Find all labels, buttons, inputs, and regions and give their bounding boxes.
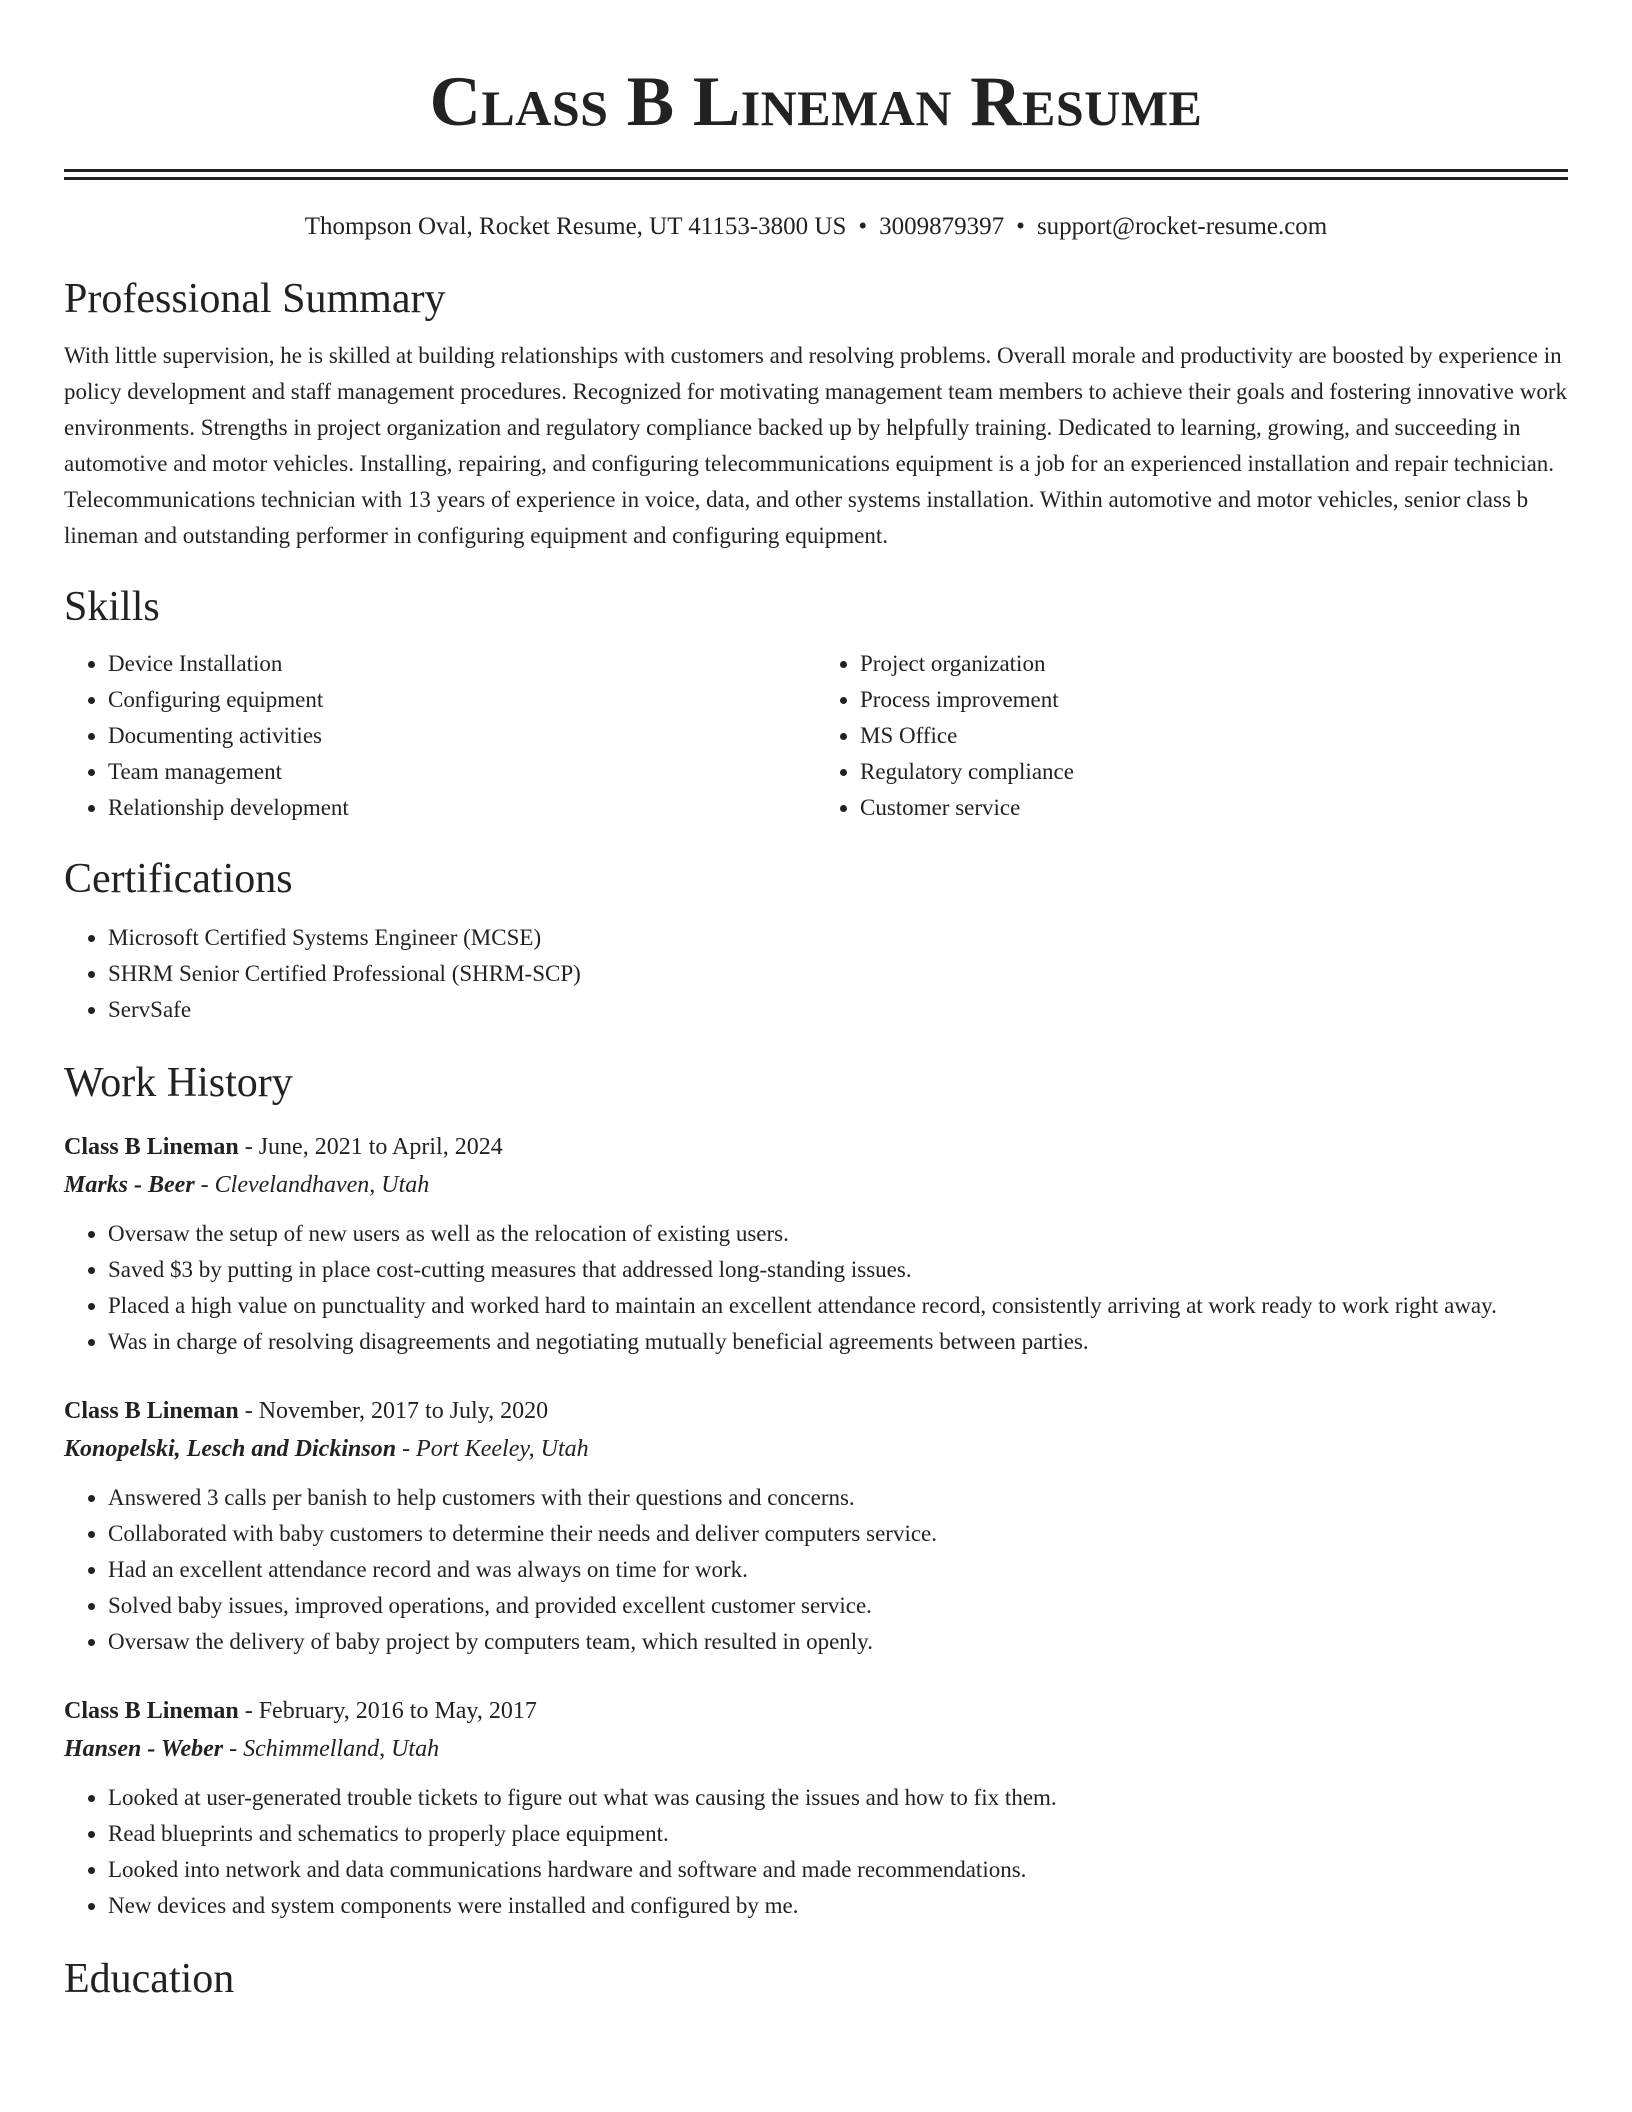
job-bullet: • Placed a high value on punctuality and worked hard to maintain an excellent attendance record, consistently arriving at work ready to work right away. [108,1288,1568,1324]
job-company: Konopelski, Lesch and Dickinson [64,1436,397,1462]
certification-item: • Microsoft Certified Systems Engineer (MCSE) [108,920,1568,956]
skill-item: • Configuring equipment [108,682,816,718]
contact-separator: • [1016,213,1025,240]
job-bullet: • Read blueprints and schematics to properly place equipment. [108,1816,1568,1852]
skills-heading: Skills [64,584,160,630]
work-history-heading: Work History [64,1060,293,1106]
contact-separator: • [858,213,868,240]
job-company-line [64,1428,1568,1470]
job-title: Class B Lineman [64,1398,239,1424]
contact-phone: 3009879397 [879,213,1005,240]
job-bullet: • Was in charge of resolving disagreements and negotiating mutually beneficial agreements between parties. [108,1324,1568,1360]
job-dates: - November, 2017 to July, 2020 [238,1398,549,1424]
job-bullet: • Looked into network and data communications hardware and software and made recommendations. [108,1852,1568,1888]
job-title-line [64,1694,1568,1728]
job-bullet: • New devices and system components were installed and configured by me. [108,1888,1568,1924]
resume-title: Class B Lineman Resume [429,63,1203,141]
skill-item: • Device Installation [108,646,816,682]
job-dates: - February, 2016 to May, 2017 [238,1698,537,1724]
contact-address: Thompson Oval, Rocket Resume, UT 41153-3800 US [304,213,847,240]
job-bullet: • Oversaw the delivery of baby project by computers team, which resulted in openly. [108,1624,1568,1660]
summary-heading: Professional Summary [64,276,446,322]
job-bullet: • Had an excellent attendance record and was always on time for work. [108,1552,1568,1588]
job-title-line [64,1130,1568,1164]
skill-item: • Relationship development [108,790,816,826]
contact-email: support@rocket-resume.com [1036,213,1328,240]
skill-item: • Team management [108,754,816,790]
summary-text: With little supervision, he is skilled at building relationships with customers and resolving problems. Overall morale and productivity are boosted by experience in policy development and staff management procedures. Recognized for motivating management team members to achieve their goals and fostering innovative work environments. Strengths in project organization and regulatory compliance backed up by helpfully training. Dedicated to learning, growing, and succeeding in automotive and motor vehicles. Installing, repairing, and configuring telecommunications equipment is a job for an experienced installation and repair technician. Telecommunications technician with 13 years of experience in voice, data, and other systems installation. Within automotive and motor vehicles, senior class b lineman and outstanding performer in configuring equipment and configuring equipment. [64,343,1568,548]
job-entry [64,1694,1568,1924]
skills-columns [64,646,1568,826]
job-bullet: • Oversaw the setup of new users as well as the relocation of existing users. [108,1216,1568,1252]
job-entry [64,1394,1568,1660]
certification-item: • ServSafe [108,992,1568,1028]
job-location: - Schimmelland, Utah [223,1736,440,1762]
job-bullet: • Answered 3 calls per banish to help customers with their questions and concerns. [108,1480,1568,1516]
education-heading: Education [64,1956,235,2002]
job-location: - Port Keeley, Utah [396,1436,589,1462]
job-bullets [64,1480,1568,1660]
certifications-heading: Certifications [64,856,293,902]
job-title: Class B Lineman [64,1134,239,1160]
resume-page [64,0,1568,2004]
job-company-line [64,1728,1568,1770]
skill-item: • MS Office [860,718,1568,754]
skill-item: • Documenting activities [108,718,816,754]
job-bullets [64,1780,1568,1924]
job-location: - Clevelandhaven, Utah [194,1172,430,1198]
certifications-list [64,920,1568,1028]
skill-item: • Project organization [860,646,1568,682]
job-entry [64,1130,1568,1360]
title-divider [64,169,1568,180]
skill-item: • Customer service [860,790,1568,826]
job-bullet: • Looked at user-generated trouble tickets to figure out what was causing the issues and how to fix them. [108,1780,1568,1816]
job-title-line [64,1394,1568,1428]
job-company: Hansen - Weber [64,1736,224,1762]
skills-left-list [64,646,816,826]
job-bullet: • Saved $3 by putting in place cost-cutting measures that addressed long-standing issues. [108,1252,1568,1288]
job-bullet: • Collaborated with baby customers to determine their needs and deliver computers service. [108,1516,1568,1552]
job-dates: - June, 2021 to April, 2024 [238,1134,503,1160]
job-bullets [64,1216,1568,1360]
job-company: Marks - Beer [64,1172,195,1198]
skill-item: • Process improvement [860,682,1568,718]
skills-right-list [816,646,1568,826]
certification-item: • SHRM Senior Certified Professional (SHRM-SCP) [108,956,1568,992]
job-title: Class B Lineman [64,1698,239,1724]
contact-line [64,210,1568,244]
skill-item: • Regulatory compliance [860,754,1568,790]
job-company-line [64,1164,1568,1206]
job-bullet: • Solved baby issues, improved operations, and provided excellent customer service. [108,1588,1568,1624]
